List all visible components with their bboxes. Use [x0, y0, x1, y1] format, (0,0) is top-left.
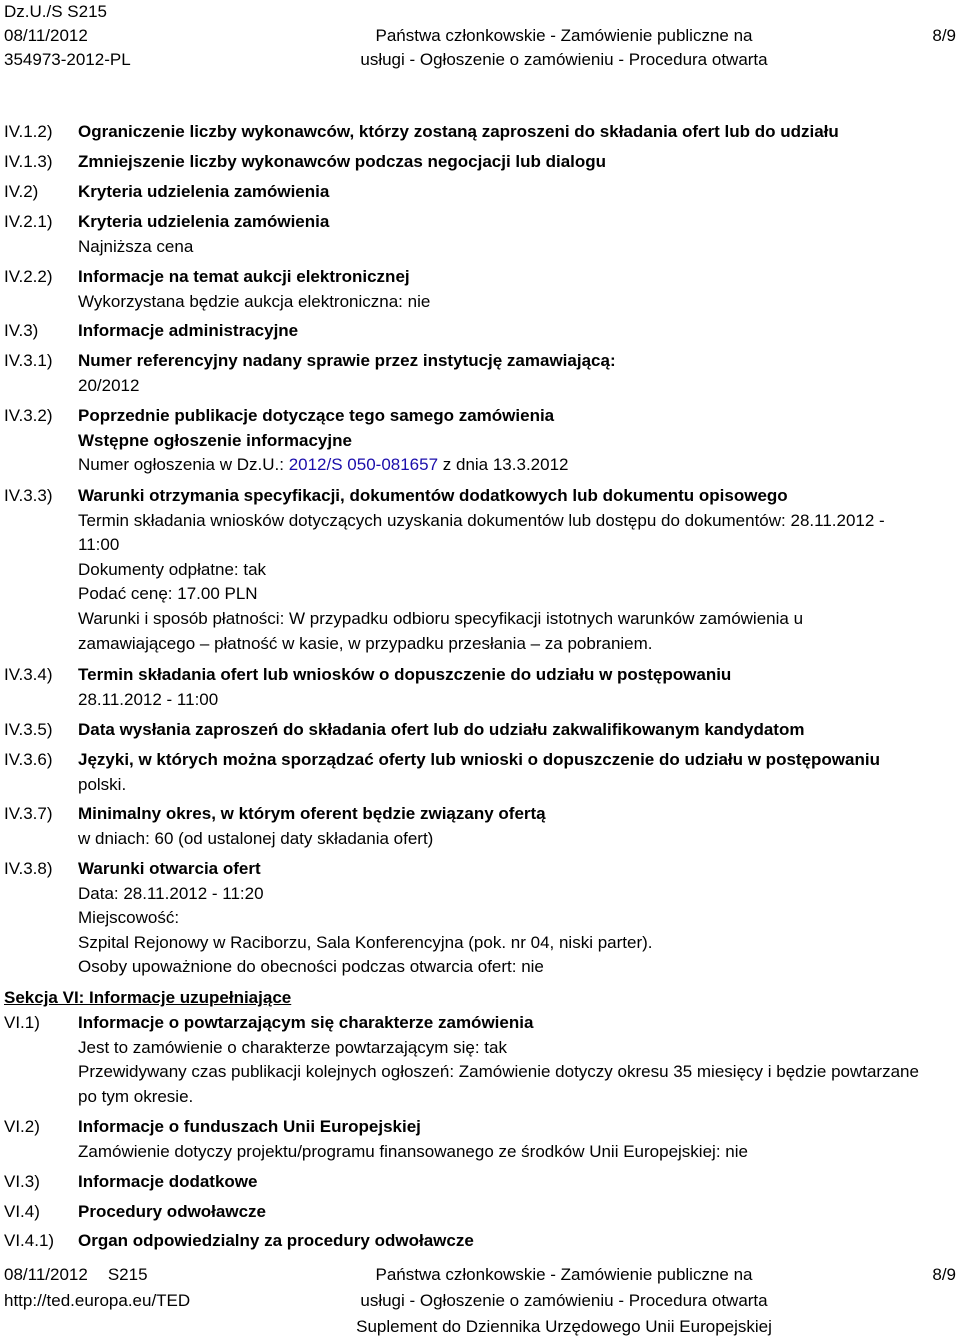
footer-page-number: 8/9: [932, 1265, 956, 1284]
item-text: 20/2012: [78, 375, 140, 395]
item-iv34: [78, 663, 956, 712]
item-text: polski.: [78, 774, 127, 794]
item-title: Kryteria udzielenia zamówienia: [78, 182, 330, 201]
item-number: IV.2.1): [4, 212, 53, 231]
footer-title-line3: Suplement do Dziennika Urzędowego Unii Europejskiej: [356, 1317, 772, 1336]
item-iv2: [78, 180, 956, 205]
item-title: Poprzednie publikacje dotyczące tego samego zamówienia: [78, 406, 555, 425]
item-text: Przewidywany czas publikacji kolejnych ogłoszeń: Zamówienie dotyczy okresu 35 miesięcy i będzie powtarzane: [78, 1062, 919, 1082]
item-text: Osoby upoważnione do obecności podczas otwarcia ofert: nie: [78, 957, 544, 977]
item-title: Procedury odwoławcze: [78, 1202, 266, 1221]
item-number: VI.1): [4, 1013, 40, 1032]
item-iv21: [78, 210, 956, 259]
header-title-line2: usługi - Ogłoszenie o zamówieniu - Procedura otwarta: [360, 50, 768, 69]
item-title: Języki, w których można sporządzać oferty lub wnioski o dopuszczenie do udziału w postępowaniu: [78, 750, 880, 769]
notice-link[interactable]: 2012/S 050-081657: [288, 455, 439, 475]
footer-title-line1: Państwa członkowskie - Zamówienie publiczne na: [375, 1265, 753, 1284]
item-text: Jest to zamówienie o charakterze powtarzającym się: tak: [78, 1037, 507, 1057]
item-number: IV.3.2): [4, 406, 53, 425]
notice-date: z dnia 13.3.2012: [438, 455, 569, 475]
item-number: VI.4.1): [4, 1231, 55, 1250]
footer-left: [4, 1262, 190, 1314]
item-number: VI.4): [4, 1202, 40, 1221]
header-center: [304, 0, 824, 72]
item-number: IV.3.1): [4, 351, 53, 370]
item-iv33: [78, 484, 956, 656]
item-number: IV.3.4): [4, 665, 53, 684]
item-iv36: [78, 748, 956, 797]
footer-series: S215: [107, 1265, 148, 1284]
item-iv32: [78, 404, 956, 478]
item-text: 11:00: [78, 535, 120, 555]
item-title: Informacje na temat aukcji elektronicznej: [78, 267, 410, 286]
item-title: Termin składania ofert lub wniosków o dopuszczenie do udziału w postępowaniu: [78, 665, 732, 684]
item-title: Warunki otrzymania specyfikacji, dokumentów dodatkowych lub dokumentu opisowego: [78, 486, 788, 505]
item-number: IV.3.5): [4, 720, 53, 739]
item-number: IV.3): [4, 321, 39, 340]
page-header: [0, 0, 960, 72]
footer-url[interactable]: http://ted.europa.eu/TED: [4, 1291, 191, 1310]
journal-id: Dz.U./S S215: [4, 2, 107, 21]
item-text: Miejscowość:: [78, 908, 180, 928]
item-text: po tym okresie.: [78, 1086, 194, 1106]
item-number: IV.3.8): [4, 859, 53, 878]
header-page-number: 8/9: [932, 26, 956, 45]
item-title: Kryteria udzielenia zamówienia: [78, 212, 330, 231]
item-number: VI.2): [4, 1117, 40, 1136]
item-title: Minimalny okres, w którym oferent będzie związany ofertą: [78, 804, 546, 823]
header-left: [4, 0, 131, 72]
item-title: Numer referencyjny nadany sprawie przez instytucję zamawiającą:: [78, 351, 616, 370]
item-title: Informacje administracyjne: [78, 321, 299, 340]
footer-center: [304, 1262, 824, 1340]
item-title: Informacje dodatkowe: [78, 1172, 258, 1191]
item-title: Informacje o funduszach Unii Europejskiej: [78, 1117, 421, 1136]
item-text: Zamówienie dotyczy projektu/programu finansowanego ze środków Unii Europejskiej: nie: [78, 1141, 748, 1161]
footer-title-line2: usługi - Ogłoszenie o zamówieniu - Procedura otwarta: [360, 1291, 768, 1310]
item-number: IV.2): [4, 182, 39, 201]
item-text: Termin składania wniosków dotyczących uzyskania dokumentów lub dostępu do dokumentów: 28.11.2012 -: [78, 510, 885, 530]
item-iv31: [78, 349, 956, 398]
item-number: IV.3.3): [4, 486, 53, 505]
item-number: VI.3): [4, 1172, 40, 1191]
item-text: zamawiającego – płatność w kasie, w przypadku przesłania – za pobraniem.: [78, 633, 653, 653]
item-vi3: [78, 1170, 956, 1195]
item-text: Wykorzystana będzie aukcja elektroniczna: nie: [78, 291, 431, 311]
notice-number-line: [78, 453, 956, 478]
item-text: 28.11.2012 - 11:00: [78, 689, 219, 709]
item-iv37: [78, 802, 956, 851]
header-title-line1: Państwa członkowskie - Zamówienie publiczne na: [375, 26, 753, 45]
item-number: IV.2.2): [4, 267, 53, 286]
section-heading: Sekcja VI: Informacje uzupełniające: [4, 988, 292, 1007]
item-title: Informacje o powtarzającym się charakterze zamówienia: [78, 1013, 534, 1032]
header-date: 08/11/2012: [4, 26, 88, 45]
item-iv13: [78, 150, 956, 175]
item-title: Organ odpowiedzialny za procedury odwoławcze: [78, 1231, 474, 1250]
item-text: Dokumenty odpłatne: tak: [78, 559, 267, 579]
item-subtitle: Wstępne ogłoszenie informacyjne: [78, 430, 352, 450]
item-title: Warunki otwarcia ofert: [78, 859, 261, 878]
item-text: Data: 28.11.2012 - 11:20: [78, 883, 264, 903]
notice-label: Numer ogłoszenia w Dz.U.:: [78, 455, 289, 475]
item-vi1: [78, 1011, 956, 1109]
page-footer: [0, 1262, 960, 1334]
footer-date: 08/11/2012: [4, 1265, 88, 1284]
item-iv35: [78, 718, 956, 743]
item-text: w dniach: 60 (od ustalonej daty składania ofert): [78, 828, 434, 848]
item-number: IV.1.2): [4, 122, 53, 141]
item-text: Warunki i sposób płatności: W przypadku odbioru specyfikacji istotnych warunków zamówienia u: [78, 608, 804, 628]
item-text: Podać cenę: 17.00 PLN: [78, 584, 258, 604]
item-title: Data wysłania zaproszeń do składania ofert lub do udziału zakwalifikowanym kandydatom: [78, 720, 805, 739]
item-vi41: [78, 1229, 956, 1254]
item-number: IV.1.3): [4, 152, 53, 171]
header-ref: 354973-2012-PL: [4, 50, 131, 69]
item-iv38: [78, 857, 956, 980]
item-title: Ograniczenie liczby wykonawców, którzy zostaną zaproszeni do składania ofert lub do udziału: [78, 122, 839, 141]
item-iv22: [78, 265, 956, 314]
item-number: IV.3.7): [4, 804, 53, 823]
item-text: Szpital Rejonowy w Raciborzu, Sala Konferencyjna (pok. nr 04, niski parter).: [78, 932, 653, 952]
item-vi2: [78, 1115, 956, 1164]
item-iv12: [78, 120, 956, 145]
item-text: Najniższa cena: [78, 236, 194, 256]
item-title: Zmniejszenie liczby wykonawców podczas negocjacji lub dialogu: [78, 152, 607, 171]
item-number: IV.3.6): [4, 750, 53, 769]
item-iv3: [78, 319, 956, 344]
item-vi4: [78, 1200, 956, 1225]
